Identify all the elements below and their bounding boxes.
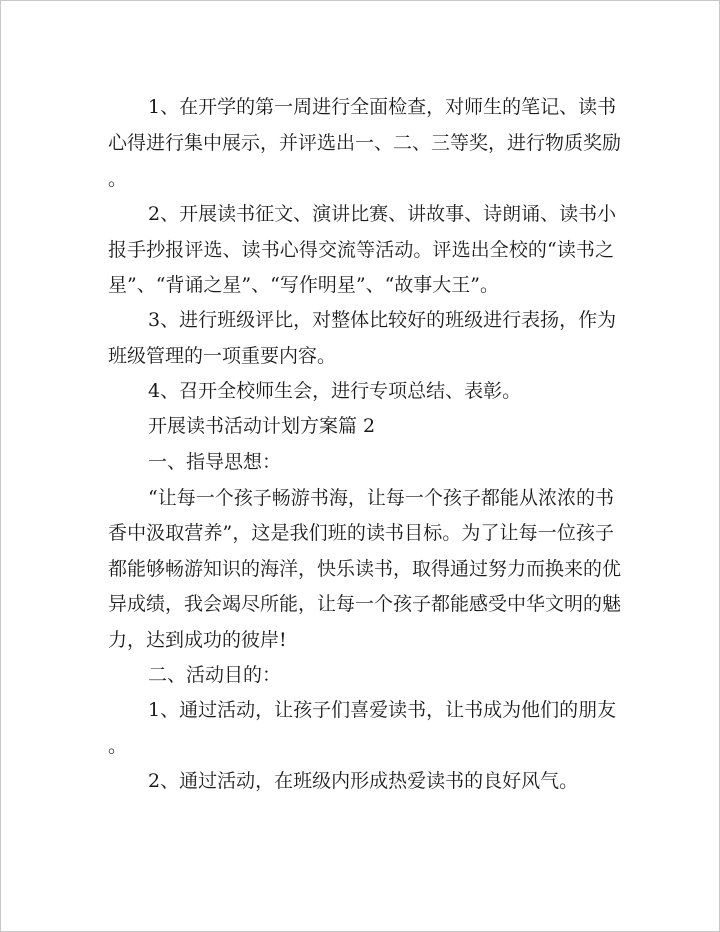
paragraph-1-line-2: 心得进行集中展示，并评选出一、二、三等奖，进行物质奖励	[108, 132, 622, 154]
paragraph-7: 2、通过活动，在班级内形成热爱读书的良好风气。	[148, 770, 579, 792]
paragraph-1-line-1: 1、在开学的第一周进行全面检查，对师生的笔记、读书	[148, 96, 617, 118]
paragraph-3-line-1: 3、进行班级评比，对整体比较好的班级进行表扬，作为	[148, 309, 617, 331]
paragraph-6-line-2: 。	[108, 735, 128, 757]
subheading-guiding-thought: 一、指导思想：	[148, 451, 282, 473]
paragraph-3-line-2: 班级管理的一项重要内容。	[108, 345, 337, 367]
paragraph-5-line-3: 都能够畅游知识的海洋，快乐读书，取得通过努力而换来的优	[108, 558, 622, 580]
subheading-activity-goal: 二、活动目的：	[148, 664, 282, 686]
paragraph-5-line-2: 香中汲取营养”，这是我们班的读书目标。为了让每一位孩子	[108, 522, 614, 544]
paragraph-4: 4、召开全校师生会，进行专项总结、表彰。	[148, 380, 522, 402]
paragraph-1-line-3: 。	[108, 168, 128, 190]
paragraph-6-line-1: 1、通过活动，让孩子们喜爱读书，让书成为他们的朋友	[148, 699, 617, 721]
section-heading: 开展读书活动计划方案篇 2	[148, 415, 376, 437]
paragraph-5-line-1: “让每一个孩子畅游书海，让每一个孩子都能从浓浓的书	[148, 487, 614, 509]
paragraph-2-line-3: 星”、“背诵之星”、“写作明星”、“故事大王”。	[108, 274, 499, 296]
paragraph-5-line-4: 异成绩，我会竭尽所能，让每一个孩子都能感受中华文明的魅	[108, 593, 622, 615]
paragraph-2-line-1: 2、开展读书征文、演讲比赛、讲故事、诗朗诵、读书小	[148, 203, 617, 225]
paragraph-5-line-5: 力，达到成功的彼岸!	[108, 629, 287, 651]
paragraph-2-line-2: 报手抄报评选、读书心得交流等活动。评选出全校的“读书之	[108, 239, 614, 261]
